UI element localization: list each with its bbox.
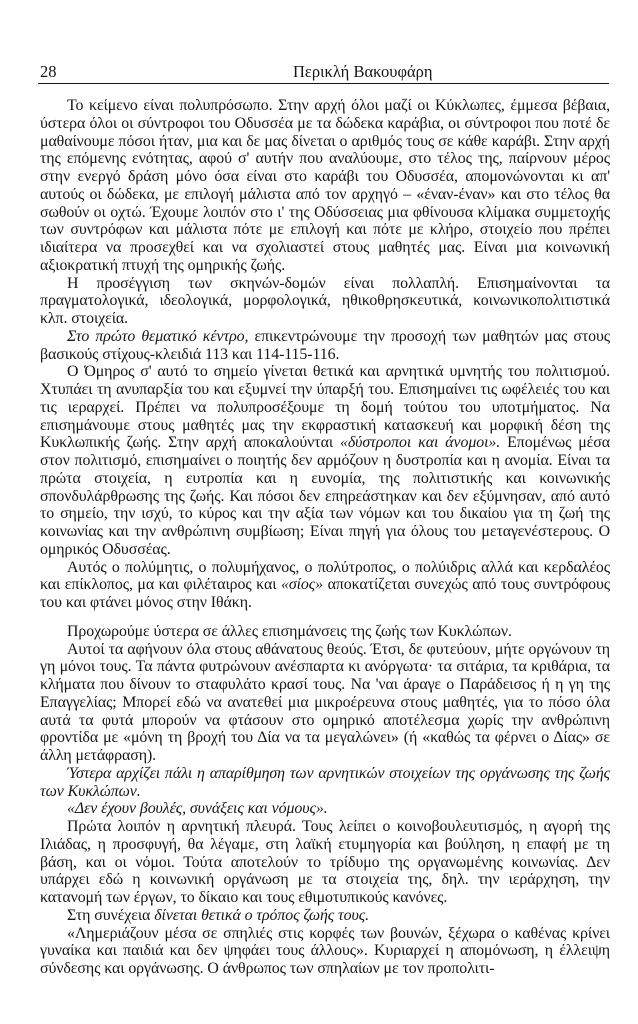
page-number: 28 <box>40 62 57 81</box>
paragraph-5: Αυτός ο πολύμητις, ο πολυμήχανος, ο πολύτροπος, ο πολύιδρις αλλά και κερδαλέος και επίκλοπος, μα και φιλέταιρος και «σίος» αποκατίζεται συνεχώς από τους συντρόφους του και φτάνει μόνος στην Ιθάκη. <box>40 558 610 611</box>
italic-paragraph: «Δεν έχουν βουλές, συνάξεις και νόμους». <box>67 800 328 818</box>
italic-phrase: δίνεται θετικά ο τρόπος ζωής τους. <box>154 906 370 924</box>
paragraph-2: Η προσέγγιση των σκηνών-δομών είναι πολλαπλή. Επισημαίνονται τα πραγματολογικά, ιδεολογικά, μορφολογικά, ηθικοθρησκευτικά, κοινωνικοπολιτιστικά κλπ. στοιχεία. <box>40 274 610 327</box>
paragraph-7: Αυτοί τα αφήνουν όλα στους αθάνατους θεούς. Έτσι, δε φυτεύουν, μήτε οργώνουν τη γη μόνοι τους. Τα πάντα φυτρώνουν ανέσπαρτα κι ανόργωτα· τα σιτάρια, τα κριθάρια, τα κλήματα που δίνουν το σταφυλάτο κρασί τους. Να 'ναι άραγε ο Παράδεισος ή η γη της Επαγγελίας; Μπορεί εδώ να ανατεθεί μια μικροέρευνα στους μαθητές, για το πόσο όλα αυτά τα φυτά μπορούν να φτάσουν στο ομηρικό αποτέλεσμα χωρίς την ανθρώπινη φροντίδα με «μόνη τη βροχή του Δία να τα μεγαλώνει» (ή «καθώς τα φέρνει ο Δίας» σε άλλη μετάφραση). <box>40 640 610 764</box>
paragraph-6: Προχωρούμε ύστερα σε άλλες επισημάνσεις της ζωής των Κυκλώπων. <box>67 622 512 640</box>
paragraph-3: Στο πρώτο θεματικό κέντρο, επικεντρώνουμε την προσοχή των μαθητών μας στους βασικούς στίχους-κλειδιά 113 και 114-115-116. <box>40 327 610 363</box>
paragraph-9 <box>40 800 610 818</box>
paragraph-11: Στη συνέχεια δίνεται θετικά ο τρόπος ζωής τους. <box>67 906 370 924</box>
italic-lead: Στο πρώτο θεματικό κέντρο, <box>67 327 249 345</box>
paragraph-10: Πρώτα λοιπόν η αρνητική πλευρά. Τους λείπει ο κοινοβουλευτισμός, η αγορή της Ιλιάδας, η προσφυγή, θα λέγαμε, στη λαϊκή ετυμηγορία και βούληση, η επαφή με τη βάση, και οι νόμοι. Τούτα αποτελούν το τρίδυμο της οργανωμένης κοινωνίας. Δεν υπάρχει εδώ η κοινωνική οργάνωση με τα στοιχεία της, δηλ. την ιεράρχηση, την κατανομή των έργων, το δίκαιο και τους εθιμοτυπικούς κανόνες. <box>40 818 610 906</box>
italic-paragraph: Ύστερα αρχίζει πάλι η απαρίθμηση των αρνητικών στοιχείων της οργάνωσης της ζωής των Κυκλώπων. <box>40 764 610 800</box>
italic-quote: «σίος» <box>280 576 324 594</box>
body-text <box>40 97 610 978</box>
italic-quote: «δύστροποι και άνομοι». <box>339 434 501 452</box>
paragraph-12: «Λημεριάζουν μέσα σε σπηλιές στις κορφές των βουνών, ξέχωρα ο καθένας κρίνει γυναίκα και παιδιά και δεν ψηφάει τους άλλους». Κυριαρχεί η απομόνωση, η έλλειψη σύνδεσης και οργάνωσης. Ο άνθρωπος των σπηλαίων με τον προπολιτι- <box>40 924 610 977</box>
running-head: Περικλή Βακουφάρη <box>293 62 433 81</box>
paragraph-8 <box>40 765 610 801</box>
paragraph-1: Το κείμενο είναι πολυπρόσωπο. Στην αρχή όλοι μαζί οι Κύκλωπες, έμμεσα βέβαια, ύστερα όλοι οι σύντροφοι του Οδυσσέα με τα δώδεκα καράβια, οι σύντροφοι που ποτέ δε μαθαίνουμε πόσοι ήταν, μια και δε μας δίνεται ο αριθμός τους σε κάθε καράβι. Στην αρχή της επόμενης ενότητας, αφού σ' αυτήν που αναλύουμε, στο τέλος της, παίρνουν μέρος στην ενεργό δράση μόνο όσα είναι στο καράβι του Οδυσσέα, απομονώνονται κι απ' αυτούς οι δώδεκα, με επιλογή μάλιστα από τον αρχηγό – «έναν-έναν» και στο τέλος θα σωθούν οι οχτώ. Έχουμε λοιπόν στο ι' της Οδύσσειας μια φθίνουσα κλίμακα συμμετοχής των συντρόφων και μάλιστα πότε με επιλογή και πότε με κλήρο, στοιχείο που πρέπει ιδιαίτερα να προσεχθεί και να σχολιαστεί στους μαθητές μας. Είναι μια κοινωνική αξιοκρατική πτυχή της ομηρικής ζωής. <box>40 97 610 274</box>
paragraph-4: Ο Όμηρος σ' αυτό το σημείο γίνεται θετικά και αρνητικά υμνητής του πολιτισμού. Χτυπάει τη ανυπαρξία του και εξυμνεί την ύπαρξή του. Επισημαίνει τις ωφέλειές του και τις ιεραρχεί. Πρέπει να πολυπροσέξουμε τη δομή τούτου του υποτμήματος. Να επισημάνουμε στους μαθητές μας την εκφραστική κατασκευή και μορφική δέση της Κυκλωπικής ζωής. Στην αρχή αποκαλούνται «δύστροποι και άνομοι». Επομένως μέσα στον πολιτισμό, επισημαίνει ο ποιητής δεν αρμόζουν η δυστροπία και η ανομία. Είναι τα πρώτα στοιχεία, η ευτροπία και η ευνομία, της πολιτιστικής και κοινωνικής σπονδυλάρθρωσης της ζωής. Και πόσοι δεν επηρεάστηκαν και δεν εξύμνησαν, από αυτό το σημείο, την ισχύ, το κύρος και την αξία των νόμων και του δικαίου για τη ζωή της κοινωνίας και την ανθρώπινη συμβίωση; Είναι πηγή για όλους του μεταγενέστερους. Ο ομηρικός Οδυσσέας. <box>40 363 610 558</box>
page-header <box>38 61 609 84</box>
